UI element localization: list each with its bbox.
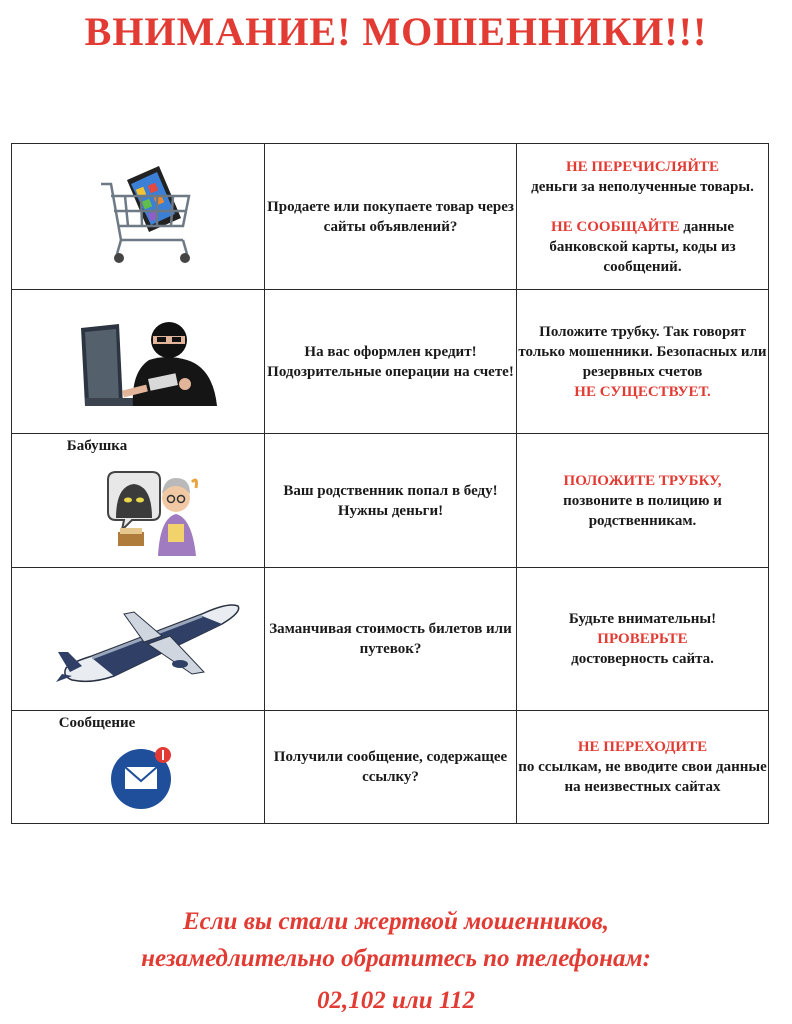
illustration-cell	[12, 711, 265, 824]
advice-cell	[517, 434, 769, 568]
advice-text: по ссылкам, не вводите свои данные на неизвестных сайтах	[518, 759, 767, 795]
footer-phones: 02,102 или 112	[316, 987, 475, 1014]
advice-text: достоверность сайта.	[571, 651, 714, 667]
fraud-warning-table	[11, 143, 769, 824]
warning-text: ПРОВЕРЬТЕ	[597, 631, 688, 647]
message-envelope-icon	[107, 741, 177, 811]
footer-line-1: Если вы стали жертвой мошенников,	[182, 908, 610, 935]
illustration-cell	[12, 568, 265, 711]
illustration-cell	[12, 144, 265, 290]
page-title: ВНИМАНИЕ! МОШЕННИКИ!!!	[84, 9, 708, 54]
advice-cell	[517, 290, 769, 434]
illustration-cell	[12, 290, 265, 434]
illustration-caption: Бабушка	[66, 438, 128, 454]
table-row	[12, 290, 769, 434]
warning-text: ПОЛОЖИТЕ ТРУБКУ,	[563, 472, 722, 489]
hacker-laptop-icon	[77, 310, 227, 410]
table-row	[12, 568, 769, 711]
table-row	[12, 711, 769, 824]
advice-cell	[517, 568, 769, 711]
illustration-caption: Сообщение	[58, 715, 136, 731]
question-cell: Получили сообщение, содержащее ссылку?	[265, 711, 517, 824]
question-cell: Ваш родственник попал в беду! Нужны деньги!	[265, 434, 517, 568]
illustration-cell	[12, 434, 265, 568]
table-row	[12, 434, 769, 568]
footer-line-2: незамедлительно обратитесь по телефонам:	[141, 945, 651, 972]
advice-text: деньги за неполученные товары.	[531, 178, 754, 195]
warning-text: НЕ СООБЩАЙТЕ	[551, 218, 680, 235]
question-cell: Продаете или покупаете товар через сайты объявлений?	[265, 144, 517, 290]
shopping-cart-smartphone-icon	[97, 162, 207, 272]
warning-text: НЕ СУЩЕСТВУЕТ.	[574, 383, 711, 400]
advice-cell	[517, 144, 769, 290]
airplane-icon	[52, 592, 242, 692]
thief-and-grandmother-icon	[102, 468, 202, 556]
advice-text: данные банковской карты, коды из сообщений.	[549, 218, 736, 275]
warning-text: НЕ ПЕРЕЧИСЛЯЙТЕ	[565, 158, 720, 175]
advice-text: Положите трубку. Так говорят только мошенники. Безопасных или резервных счетов	[518, 323, 767, 380]
advice-cell	[517, 711, 769, 824]
advice-text: позвоните в полицию и родственникам.	[563, 492, 722, 529]
advice-text: Будьте внимательны!	[568, 611, 717, 627]
question-cell: Заманчивая стоимость билетов или путевок?	[265, 568, 517, 711]
warning-text: НЕ ПЕРЕХОДИТЕ	[577, 739, 708, 755]
table-row	[12, 144, 769, 290]
question-cell: На вас оформлен кредит! Подозрительные операции на счете!	[265, 290, 517, 434]
